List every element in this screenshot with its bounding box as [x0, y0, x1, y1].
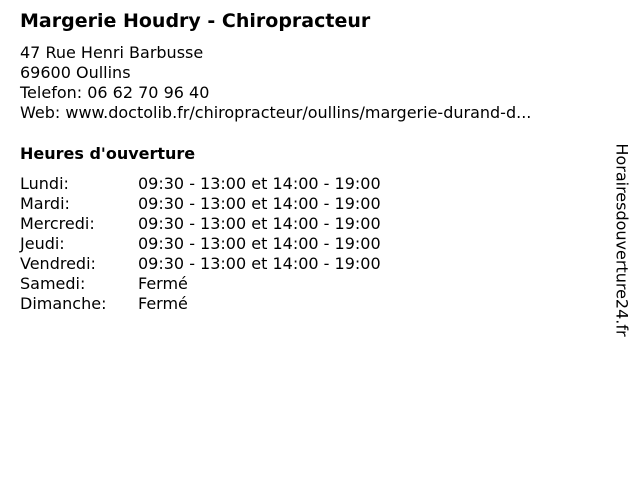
street-address: 47 Rue Henri Barbusse [20, 43, 204, 62]
hours-heading: Heures d'ouverture [20, 144, 196, 163]
page-title: Margerie Houdry - Chiropracteur [20, 10, 371, 32]
city-address: 69600 Oullins [20, 63, 131, 82]
day-label: Samedi: [20, 274, 86, 293]
day-label: Mardi: [20, 194, 70, 213]
day-label: Mercredi: [20, 214, 95, 233]
day-label: Vendredi: [20, 254, 96, 273]
contact-info [20, 43, 531, 123]
time-value: 09:30 - 13:00 et 14:00 - 19:00 [138, 194, 381, 213]
time-value: 09:30 - 13:00 et 14:00 - 19:00 [138, 254, 381, 273]
day-label: Dimanche: [20, 294, 107, 313]
phone-number: Telefon: 06 62 70 96 40 [20, 83, 210, 102]
website-link[interactable]: Web: www.doctolib.fr/chiropracteur/oullins/margerie-durand-d... [20, 103, 532, 122]
day-label: Jeudi: [20, 234, 65, 253]
site-watermark: Horairesdouverture24.fr [612, 143, 632, 337]
time-value: Fermé [138, 274, 188, 293]
time-value: 09:30 - 13:00 et 14:00 - 19:00 [138, 214, 381, 233]
time-value: Fermé [138, 294, 188, 313]
time-value: 09:30 - 13:00 et 14:00 - 19:00 [138, 174, 381, 193]
time-value: 09:30 - 13:00 et 14:00 - 19:00 [138, 234, 381, 253]
day-label: Lundi: [20, 174, 69, 193]
